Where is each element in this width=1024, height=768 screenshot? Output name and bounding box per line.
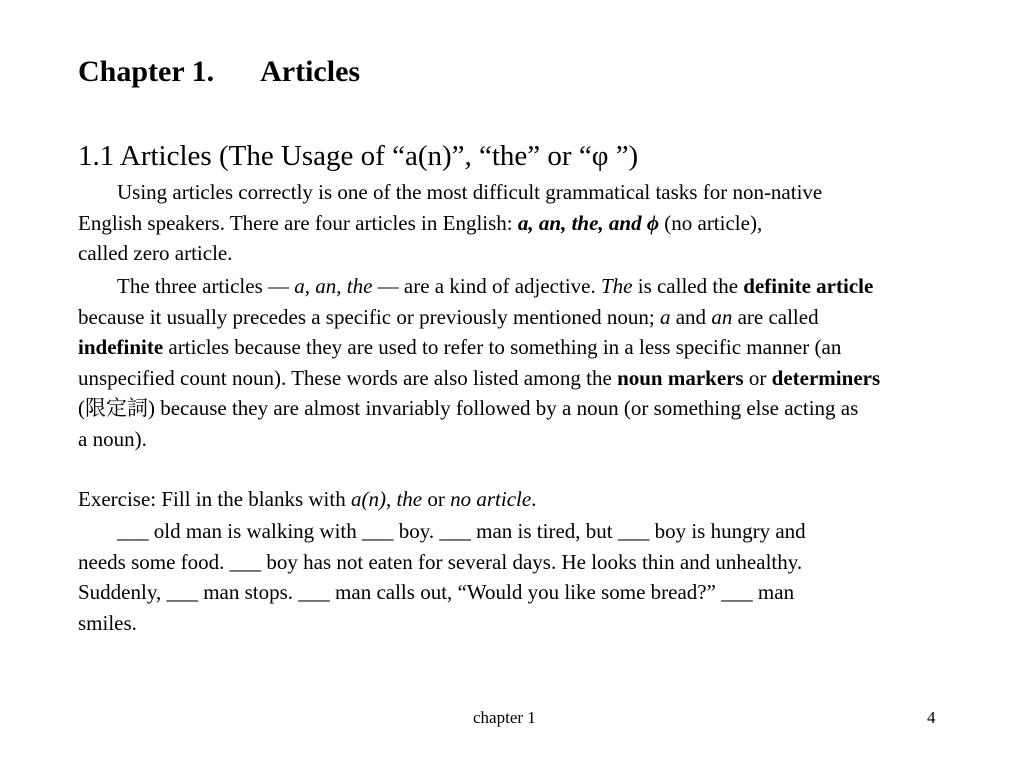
text-run-italic: a(n), the bbox=[350, 487, 423, 511]
text-run: Exercise: Fill in the blanks with bbox=[78, 487, 351, 511]
text-run-italic: a bbox=[659, 304, 671, 329]
text-run: unspecified count noun). These words are also listed among the bbox=[78, 365, 618, 390]
text-run-italic: an bbox=[711, 304, 733, 329]
text-run: (no article), bbox=[659, 210, 763, 235]
text-run: articles because they are used to refer to something in a less specific manner (an bbox=[163, 335, 842, 359]
term-determiners: determiners bbox=[771, 365, 881, 390]
paragraph-line bbox=[78, 393, 998, 424]
text-run: (限定詞) because they are almost invariably followed by a noun (or something else acting as bbox=[78, 396, 859, 420]
text-run: or bbox=[743, 365, 772, 390]
text-run: Suddenly, ___ man stops. ___ man calls out, “Would you like some bread?” ___ man bbox=[78, 580, 795, 604]
paragraph-definitions bbox=[78, 271, 998, 454]
text-run: smiles. bbox=[78, 610, 137, 635]
text-run: Using articles correctly is one of the most difficult grammatical tasks for non-native bbox=[117, 180, 823, 204]
text-run-italic: a, an, the bbox=[294, 274, 373, 298]
paragraph-line bbox=[78, 484, 998, 515]
paragraph-line bbox=[78, 302, 998, 333]
text-run: — are a kind of adjective. bbox=[372, 274, 601, 298]
paragraph-line bbox=[78, 577, 998, 608]
paragraph-line bbox=[78, 424, 998, 455]
chapter-title: Articles bbox=[260, 55, 361, 88]
text-run: are called bbox=[732, 304, 819, 329]
page-number: 4 bbox=[927, 708, 936, 727]
paragraph-line bbox=[78, 547, 998, 578]
text-run: because it usually precedes a specific or previously mentioned noun; bbox=[78, 304, 660, 329]
text-run: or bbox=[422, 487, 451, 511]
exercise-text bbox=[78, 516, 998, 638]
paragraph-line bbox=[78, 177, 998, 208]
paragraph-line bbox=[78, 332, 998, 363]
text-run: needs some food. ___ boy has not eaten for several days. He looks thin and unhealthy. bbox=[78, 549, 803, 574]
chapter-label: Chapter 1. bbox=[78, 55, 215, 88]
paragraph-line bbox=[78, 238, 998, 269]
text-run: a noun). bbox=[78, 426, 147, 451]
term-definite-article: definite article bbox=[743, 274, 874, 298]
text-run: is called the bbox=[632, 274, 744, 298]
section-title: 1.1 Articles (The Usage of “a(n)”, “the” or “φ ”) bbox=[78, 140, 639, 172]
chapter-heading bbox=[78, 52, 360, 92]
paragraph-line bbox=[78, 608, 998, 639]
paragraph-line bbox=[78, 208, 998, 239]
text-run: called zero article. bbox=[78, 241, 233, 265]
text-run: and bbox=[670, 304, 712, 329]
term-indefinite: indefinite bbox=[78, 335, 164, 359]
text-run: . bbox=[531, 487, 537, 511]
paragraph-intro bbox=[78, 177, 998, 269]
paragraph-line bbox=[78, 271, 998, 302]
exercise-instruction bbox=[78, 484, 998, 515]
footer-chapter-label: chapter 1 bbox=[473, 708, 536, 727]
text-run-italic: no article bbox=[450, 487, 532, 511]
paragraph-line bbox=[78, 516, 998, 547]
term-noun-markers: noun markers bbox=[617, 365, 744, 390]
text-run: ___ old man is walking with ___ boy. ___ man is tired, but ___ boy is hungry and bbox=[117, 519, 806, 543]
paragraph-line bbox=[78, 363, 998, 394]
articles-list: a, an, the, and ϕ bbox=[517, 210, 659, 235]
text-run-italic: The bbox=[600, 274, 633, 298]
text-run: English speakers. There are four articles in English: bbox=[78, 210, 518, 235]
text-run: The three articles — bbox=[117, 274, 295, 298]
